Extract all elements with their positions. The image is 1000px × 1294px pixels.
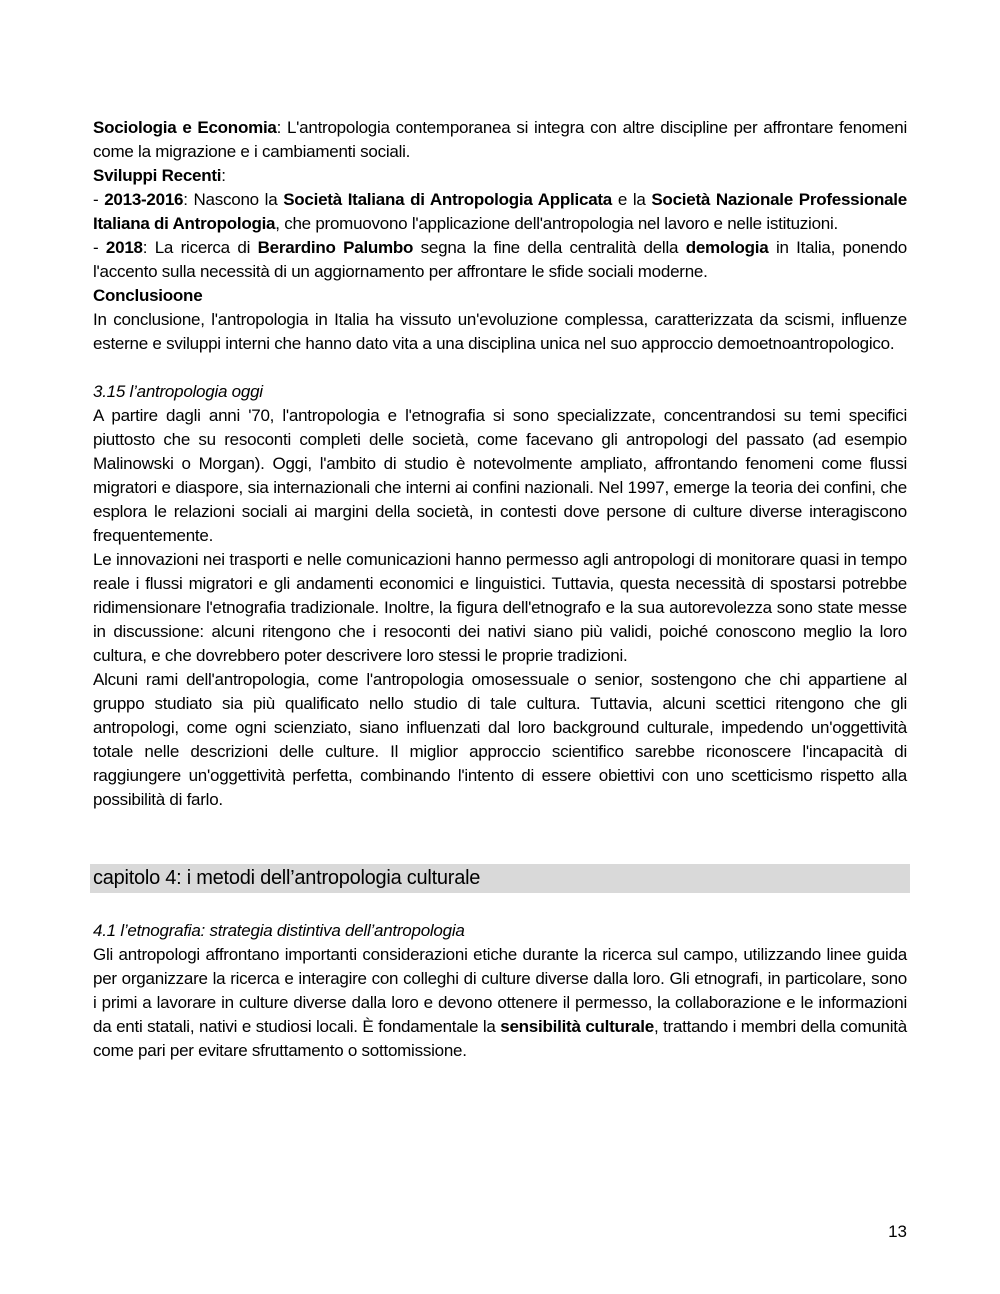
paragraph-innovazioni	[93, 548, 907, 668]
text-run: A partire dagli anni '70, l'antropologia e l'etnografia si sono specializzate, concentrandosi su temi specifici piuttosto che su resoconti completi delle società, come facevano gli antropologi del passato (ad esempio Malinowski o Morgan). Oggi, l'ambito di studio è notevolmente ampliato, affrontando fenomeni come flussi migratori e diaspore, sia internazionali che interni ai confini nazionali. Nel 1997, emerge la teoria dei confini, che esplora le relazioni sociali ai margini della società, in contesti dove persone di culture diverse interagiscono frequentemente.	[93, 406, 907, 545]
text-run: Gli antropologi affrontano importanti considerazioni etiche durante la ricerca sul campo, utilizzando linee guida per organizzare la ricerca e interagire con colleghi di culture diverse dalla loro. Gli etnografi, in particolare, sono i primi a lavorare in culture diverse dalla loro e devono ottenere il permesso, la collaborazione e le informazioni da enti statali, nativi e studiosi locali. È fondamentale la	[93, 945, 907, 1036]
bold-term: sensibilità culturale	[500, 1017, 654, 1036]
spacer	[93, 356, 907, 380]
text-run: Le innovazioni nei trasporti e nelle comunicazioni hanno permesso agli antropologi di monitorare quasi in tempo reale i flussi migratori e gli andamenti economici e linguistici. Tuttavia, questa necessità di spostarsi potrebbe ridimensionare l'etnografia tradizionale. Inoltre, la figura dell'etnografo e la sua autorevolezza sono state messe in discussione: alcuni ritengono che i resoconti dei nativi siano più validi, poiché conoscono meglio la loro cultura, e che dovrebbero poter descrivere loro stessi le proprie tradizioni.	[93, 550, 907, 665]
list-item-2018	[93, 236, 907, 284]
spacer	[93, 812, 907, 864]
bold-term: Berardino Palumbo	[257, 238, 414, 257]
heading-conclusione	[93, 284, 907, 308]
text-run: capitolo 4: i metodi dell’antropologia culturale	[93, 867, 481, 889]
text-run: In conclusione, l'antropologia in Italia ha vissuto un'evoluzione complessa, caratterizzata da scismi, influenze esterne e sviluppi interni che hanno dato vita a una disciplina unica nel suo approccio demoetnoantropologico.	[93, 310, 907, 353]
text-run: e la	[612, 190, 652, 209]
bold-term: Sviluppi Recenti	[93, 166, 222, 185]
bold-term: 2018	[105, 238, 143, 257]
paragraph-rami-antropologia	[93, 668, 907, 812]
page-number: 13	[888, 1222, 907, 1241]
bold-term: Conclusioone	[93, 286, 203, 305]
paragraph-conclusione	[93, 308, 907, 356]
bold-term: demologia	[685, 238, 769, 257]
list-item-2013-2016	[93, 188, 907, 236]
page-content	[93, 116, 907, 1063]
bold-term: Società Italiana di Antropologia Applicata	[283, 190, 613, 209]
paragraph-anni-70	[93, 404, 907, 548]
chapter-heading-4	[90, 864, 910, 893]
text-run: : Nascono la	[183, 190, 284, 209]
section-heading-3-15	[93, 380, 907, 404]
bold-term: 2013-2016	[104, 190, 184, 209]
heading-sviluppi-recenti	[93, 164, 907, 188]
text-run: in Italia, ponendo l'accento sulla necessità di un aggiornamento per affrontare le sfide sociali moderne.	[93, 238, 907, 281]
text-run: : La ricerca di	[142, 238, 258, 257]
spacer	[93, 893, 907, 919]
section-heading-4-1	[93, 919, 907, 943]
text-run: , che promuovono l'applicazione dell'antropologia nel lavoro e nelle istituzioni.	[275, 214, 838, 233]
bold-term: Sociologia e Economia	[93, 118, 277, 137]
text-run: 4.1 l’etnografia: strategia distintiva dell’antropologia	[93, 921, 465, 940]
paragraph-sociologia-economia	[93, 116, 907, 164]
paragraph-etnografia	[93, 943, 907, 1063]
text-run: :	[221, 166, 226, 185]
text-run: -	[93, 238, 106, 257]
text-run: 3.15 l’antropologia oggi	[93, 382, 263, 401]
text-run: segna la fine della centralità della	[413, 238, 686, 257]
text-run: , trattando i membri della comunità come pari per evitare sfruttamento o sottomissione.	[93, 1017, 907, 1060]
bold-term: Società Nazionale Professionale Italiana di Antropologia	[93, 190, 907, 233]
text-run: Alcuni rami dell'antropologia, come l'antropologia omosessuale o senior, sostengono che chi appartiene al gruppo studiato sia più qualificato nello studio di tale cultura. Tuttavia, alcuni scettici ritengono che gli antropologi, come ogni scienziato, siano influenzati dal loro background culturale, impedendo un'oggettività totale nelle descrizioni delle culture. Il miglior approccio scientifico sarebbe riconoscere l'incapacità di raggiungere un'oggettività perfetta, combinando l'intento di essere obiettivi con uno scetticismo rispetto alla possibilità di farlo.	[93, 670, 907, 809]
text-run: -	[93, 190, 105, 209]
text-run: : L'antropologia contemporanea si integra con altre discipline per affrontare fenomeni come la migrazione e i cambiamenti sociali.	[93, 118, 907, 161]
